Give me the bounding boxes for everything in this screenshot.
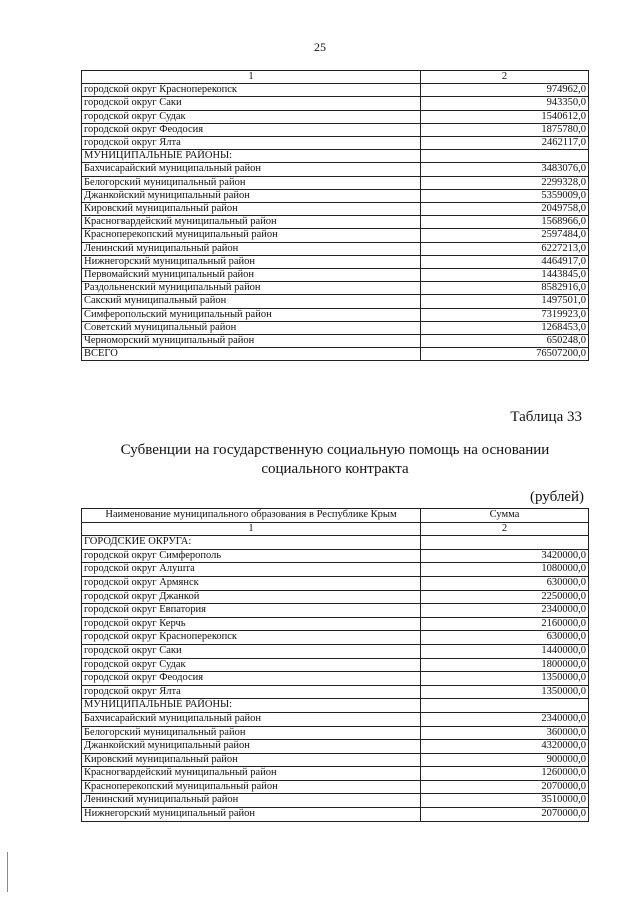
table-row bbox=[82, 163, 589, 176]
municipality-name: Нижнегорский муниципальный район bbox=[82, 255, 421, 268]
municipality-name: городской округ Симферополь bbox=[82, 549, 421, 563]
table-row bbox=[82, 767, 589, 781]
amount-value: 6227213,0 bbox=[421, 242, 589, 255]
column-numbers-row bbox=[82, 522, 589, 536]
municipality-name: городской округ Красноперекопск bbox=[82, 631, 421, 645]
municipality-name: Сакский муниципальный район bbox=[82, 295, 421, 308]
amount-value: 1440000,0 bbox=[421, 644, 589, 658]
municipality-name: Белогорский муниципальный район bbox=[82, 726, 421, 740]
municipality-name: Кировский муниципальный район bbox=[82, 753, 421, 767]
table-row bbox=[82, 536, 589, 550]
table-row bbox=[82, 242, 589, 255]
municipality-name: Раздольненский муниципальный район bbox=[82, 282, 421, 295]
amount-value: 2340000,0 bbox=[421, 604, 589, 618]
municipality-name: Нижнегорский муниципальный район bbox=[82, 808, 421, 822]
municipality-name: Красногвардейский муниципальный район bbox=[82, 767, 421, 781]
municipality-name: городской округ Алушта bbox=[82, 563, 421, 577]
table-row bbox=[82, 672, 589, 686]
municipality-name: городской округ Керчь bbox=[82, 617, 421, 631]
amount-value: 2597484,0 bbox=[421, 229, 589, 242]
municipality-name: ГОРОДСКИЕ ОКРУГА: bbox=[82, 536, 421, 550]
column-number-1: 1 bbox=[82, 71, 421, 84]
table-row bbox=[82, 604, 589, 618]
total-label: ВСЕГО bbox=[82, 348, 421, 361]
municipality-name: городской округ Саки bbox=[82, 644, 421, 658]
amount-value: 943350,0 bbox=[421, 97, 589, 110]
table-row bbox=[82, 150, 589, 163]
table-row bbox=[82, 644, 589, 658]
table-row bbox=[82, 229, 589, 242]
municipality-name: МУНИЦИПАЛЬНЫЕ РАЙОНЫ: bbox=[82, 699, 421, 713]
municipality-name: городской округ Судак bbox=[82, 110, 421, 123]
page-number: 25 bbox=[314, 40, 326, 54]
amount-value: 2160000,0 bbox=[421, 617, 589, 631]
municipality-name: городской округ Судак bbox=[82, 658, 421, 672]
table-row bbox=[82, 658, 589, 672]
table-row bbox=[82, 216, 589, 229]
table-row bbox=[82, 282, 589, 295]
amount-value: 4464917,0 bbox=[421, 255, 589, 268]
amount-value: 7319923,0 bbox=[421, 308, 589, 321]
amount-value: 3510000,0 bbox=[421, 794, 589, 808]
municipality-name: Первомайский муниципальный район bbox=[82, 269, 421, 282]
municipality-name: Красногвардейский муниципальный район bbox=[82, 216, 421, 229]
amount-value: 2250000,0 bbox=[421, 590, 589, 604]
amount-value: 900000,0 bbox=[421, 753, 589, 767]
table-continued bbox=[81, 70, 589, 361]
municipality-name: городской округ Ялта bbox=[82, 137, 421, 150]
amount-value: 1443845,0 bbox=[421, 269, 589, 282]
municipality-name: городской округ Евпатория bbox=[82, 604, 421, 618]
amount-value: 650248,0 bbox=[421, 335, 589, 348]
amount-value: 1568966,0 bbox=[421, 216, 589, 229]
table-row bbox=[82, 740, 589, 754]
table-row bbox=[82, 808, 589, 822]
table-header-row bbox=[82, 71, 589, 84]
amount-value: 1497501,0 bbox=[421, 295, 589, 308]
table-row bbox=[82, 308, 589, 321]
table-row bbox=[82, 110, 589, 123]
municipality-name: городской округ Армянск bbox=[82, 576, 421, 590]
municipality-name: МУНИЦИПАЛЬНЫЕ РАЙОНЫ: bbox=[82, 150, 421, 163]
table-row bbox=[82, 753, 589, 767]
table-row bbox=[82, 590, 589, 604]
table-row bbox=[82, 712, 589, 726]
table-header-row bbox=[82, 509, 589, 523]
table-row bbox=[82, 97, 589, 110]
municipality-name: городской округ Красноперекопск bbox=[82, 84, 421, 97]
amount-value: 1260000,0 bbox=[421, 767, 589, 781]
municipality-name: Бахчисарайский муниципальный район bbox=[82, 163, 421, 176]
municipality-name: Красноперекопский муниципальный район bbox=[82, 229, 421, 242]
amount-value: 360000,0 bbox=[421, 726, 589, 740]
table-row bbox=[82, 255, 589, 268]
table-title-line-1: Субвенции на государственную социальную помощь на основании bbox=[120, 442, 550, 458]
table-row bbox=[82, 84, 589, 97]
amount-value: 2049758,0 bbox=[421, 203, 589, 216]
column-number-2: 2 bbox=[421, 522, 589, 536]
municipality-name: Кировский муниципальный район bbox=[82, 203, 421, 216]
municipality-name: Симферопольский муниципальный район bbox=[82, 308, 421, 321]
table-row bbox=[82, 563, 589, 577]
amount-value bbox=[421, 150, 589, 163]
municipality-name: Джанкойский муниципальный район bbox=[82, 189, 421, 202]
municipality-name: городской округ Саки bbox=[82, 97, 421, 110]
amount-value: 3483076,0 bbox=[421, 163, 589, 176]
municipality-name: Белогорский муниципальный район bbox=[82, 176, 421, 189]
amount-value: 8582916,0 bbox=[421, 282, 589, 295]
column-header-sum: Сумма bbox=[421, 509, 589, 523]
table-row bbox=[82, 123, 589, 136]
total-row bbox=[82, 348, 589, 361]
subventions-table bbox=[81, 508, 589, 822]
amount-value: 1350000,0 bbox=[421, 672, 589, 686]
table-row bbox=[82, 189, 589, 202]
table-row bbox=[82, 549, 589, 563]
amount-value: 630000,0 bbox=[421, 631, 589, 645]
table-row bbox=[82, 617, 589, 631]
table-caption: Таблица 33 bbox=[510, 409, 582, 425]
table-row bbox=[82, 203, 589, 216]
units-label: (рублей) bbox=[529, 489, 584, 505]
amount-value: 5359009,0 bbox=[421, 189, 589, 202]
amount-value: 974962,0 bbox=[421, 84, 589, 97]
amount-value: 3420000,0 bbox=[421, 549, 589, 563]
table-row bbox=[82, 685, 589, 699]
amount-value: 1080000,0 bbox=[421, 563, 589, 577]
table-row bbox=[82, 295, 589, 308]
municipality-name: Ленинский муниципальный район bbox=[82, 794, 421, 808]
table-row bbox=[82, 780, 589, 794]
total-value: 76507200,0 bbox=[421, 348, 589, 361]
amount-value: 1800000,0 bbox=[421, 658, 589, 672]
table-row bbox=[82, 631, 589, 645]
table-row bbox=[82, 576, 589, 590]
table-row bbox=[82, 335, 589, 348]
amount-value: 4320000,0 bbox=[421, 740, 589, 754]
municipality-name: Красноперекопский муниципальный район bbox=[82, 780, 421, 794]
table-row bbox=[82, 726, 589, 740]
amount-value: 2070000,0 bbox=[421, 808, 589, 822]
table-row bbox=[82, 794, 589, 808]
municipality-name: городской округ Ялта bbox=[82, 685, 421, 699]
municipality-name: Ленинский муниципальный район bbox=[82, 242, 421, 255]
table-row bbox=[82, 699, 589, 713]
municipality-name: Бахчисарайский муниципальный район bbox=[82, 712, 421, 726]
scan-margin-line bbox=[7, 852, 8, 892]
amount-value: 630000,0 bbox=[421, 576, 589, 590]
amount-value: 1540612,0 bbox=[421, 110, 589, 123]
amount-value: 2070000,0 bbox=[421, 780, 589, 794]
table-row bbox=[82, 176, 589, 189]
table-title bbox=[80, 441, 590, 479]
municipality-name: Джанкойский муниципальный район bbox=[82, 740, 421, 754]
table-row bbox=[82, 321, 589, 334]
amount-value: 2462117,0 bbox=[421, 137, 589, 150]
amount-value: 2299328,0 bbox=[421, 176, 589, 189]
column-number-2: 2 bbox=[421, 71, 589, 84]
amount-value: 2340000,0 bbox=[421, 712, 589, 726]
amount-value: 1875780,0 bbox=[421, 123, 589, 136]
table-row bbox=[82, 137, 589, 150]
municipality-name: Советский муниципальный район bbox=[82, 321, 421, 334]
column-header-name: Наименование муниципального образования в Республике Крым bbox=[82, 509, 421, 523]
municipality-name: Черноморский муниципальный район bbox=[82, 335, 421, 348]
municipality-name: городской округ Феодосия bbox=[82, 672, 421, 686]
amount-value bbox=[421, 699, 589, 713]
amount-value: 1350000,0 bbox=[421, 685, 589, 699]
column-number-1: 1 bbox=[82, 522, 421, 536]
table-row bbox=[82, 269, 589, 282]
municipality-name: городской округ Феодосия bbox=[82, 123, 421, 136]
municipality-name: городской округ Джанкой bbox=[82, 590, 421, 604]
amount-value bbox=[421, 536, 589, 550]
table-title-line-2: социального контракта bbox=[261, 461, 409, 477]
amount-value: 1268453,0 bbox=[421, 321, 589, 334]
